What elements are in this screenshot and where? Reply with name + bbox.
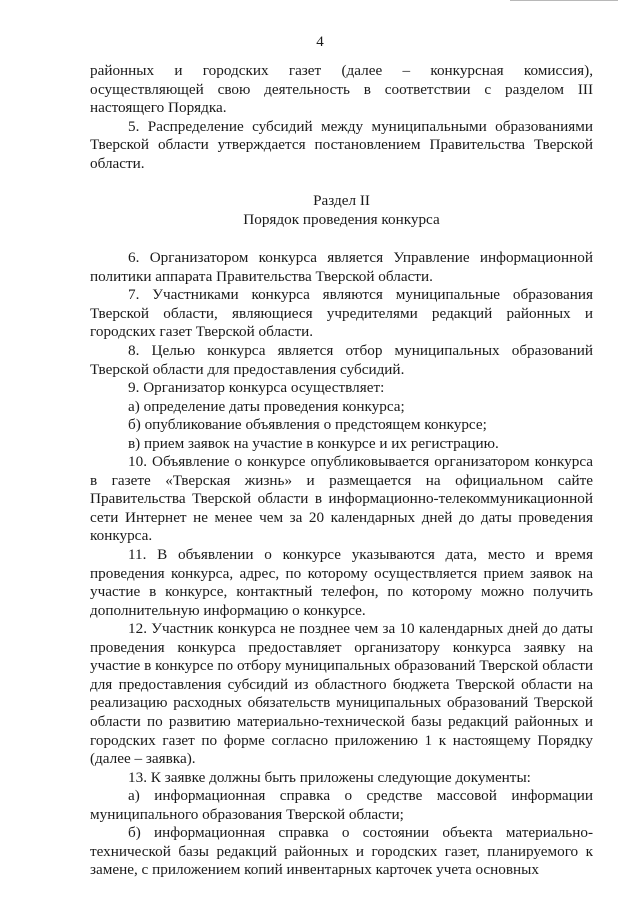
scan-edge-mark [510,0,618,5]
list-item-9a: а) определение даты проведения конкурса; [128,397,405,415]
list-item-9v: в) прием заявок на участие в конкурсе и их регистрацию. [128,434,499,452]
paragraph-10: 10. Объявление о конкурсе опубликовывается организатором конкурса в газете «Тверская жизнь» и размещается на официальном сайте Правительства Тверской области в информационно-телекоммуникационной сети Интернет не менее чем за 20 календарных дней до даты проведения конкурса. [90,453,593,545]
paragraph-13: 13. К заявке должны быть приложены следующие документы: [128,768,531,786]
section-spacer [90,173,593,191]
paragraph-continuation: районных и городских газет (далее – конкурсная комиссия), осуществляющей свою деятельность в соответствии с разделом III настоящего Порядка. [90,62,593,117]
paragraph-5: 5. Распределение субсидий между муниципальными образованиями Тверской области утверждается постановлением Правительства Тверской области. [90,117,593,172]
paragraph-6: 6. Организатором конкурса является Управление информационной политики аппарата Правительства Тверской области. [90,249,593,285]
paragraph-12: 12. Участник конкурса не позднее чем за 10 календарных дней до даты проведения конкурса предоставляет организатору конкурса заявку на участие в конкурсе по отбору муниципальных образований Тверской области для предоставления субсидий из областного бюджета Тверской области на реализацию расходных обязательств муниципальных образований Тверской области по развитию материально-технической базы редакций районных и городских газет по форме согласно приложению 1 к настоящему Порядку (далее – заявка). [90,620,593,768]
list-item-9b: б) опубликование объявления о предстоящем конкурсе; [128,416,487,434]
section-spacer [90,229,593,249]
paragraph-7: 7. Участниками конкурса являются муниципальные образования Тверской области, являющиеся учредителями редакций районных и городских газет Тверской области. [90,286,593,341]
list-item-13b: б) информационная справка о состоянии объекта материально-технической базы редакций районных и городских газет, планируемого к замене, с приложением копий инвентарных карточек учета основных [90,824,593,879]
paragraph-9: 9. Организатор конкурса осуществляет: [128,379,385,397]
list-item-13a: а) информационная справка о средстве массовой информации муниципального образования Тверской области; [90,787,593,823]
section-title: Порядок проведения конкурса [243,211,440,229]
section-number: Раздел II [313,192,370,210]
document-body [90,62,593,880]
page-number: 4 [316,34,324,50]
paragraph-11: 11. В объявлении о конкурсе указываются дата, место и время проведения конкурса, адрес, по которому осуществляется прием заявок на участие в конкурсе, контактный телефон, по которому можно получить дополнительную информацию о конкурсе. [90,546,593,619]
paragraph-8: 8. Целью конкурса является отбор муниципальных образований Тверской области для предоставления субсидий. [90,342,593,378]
